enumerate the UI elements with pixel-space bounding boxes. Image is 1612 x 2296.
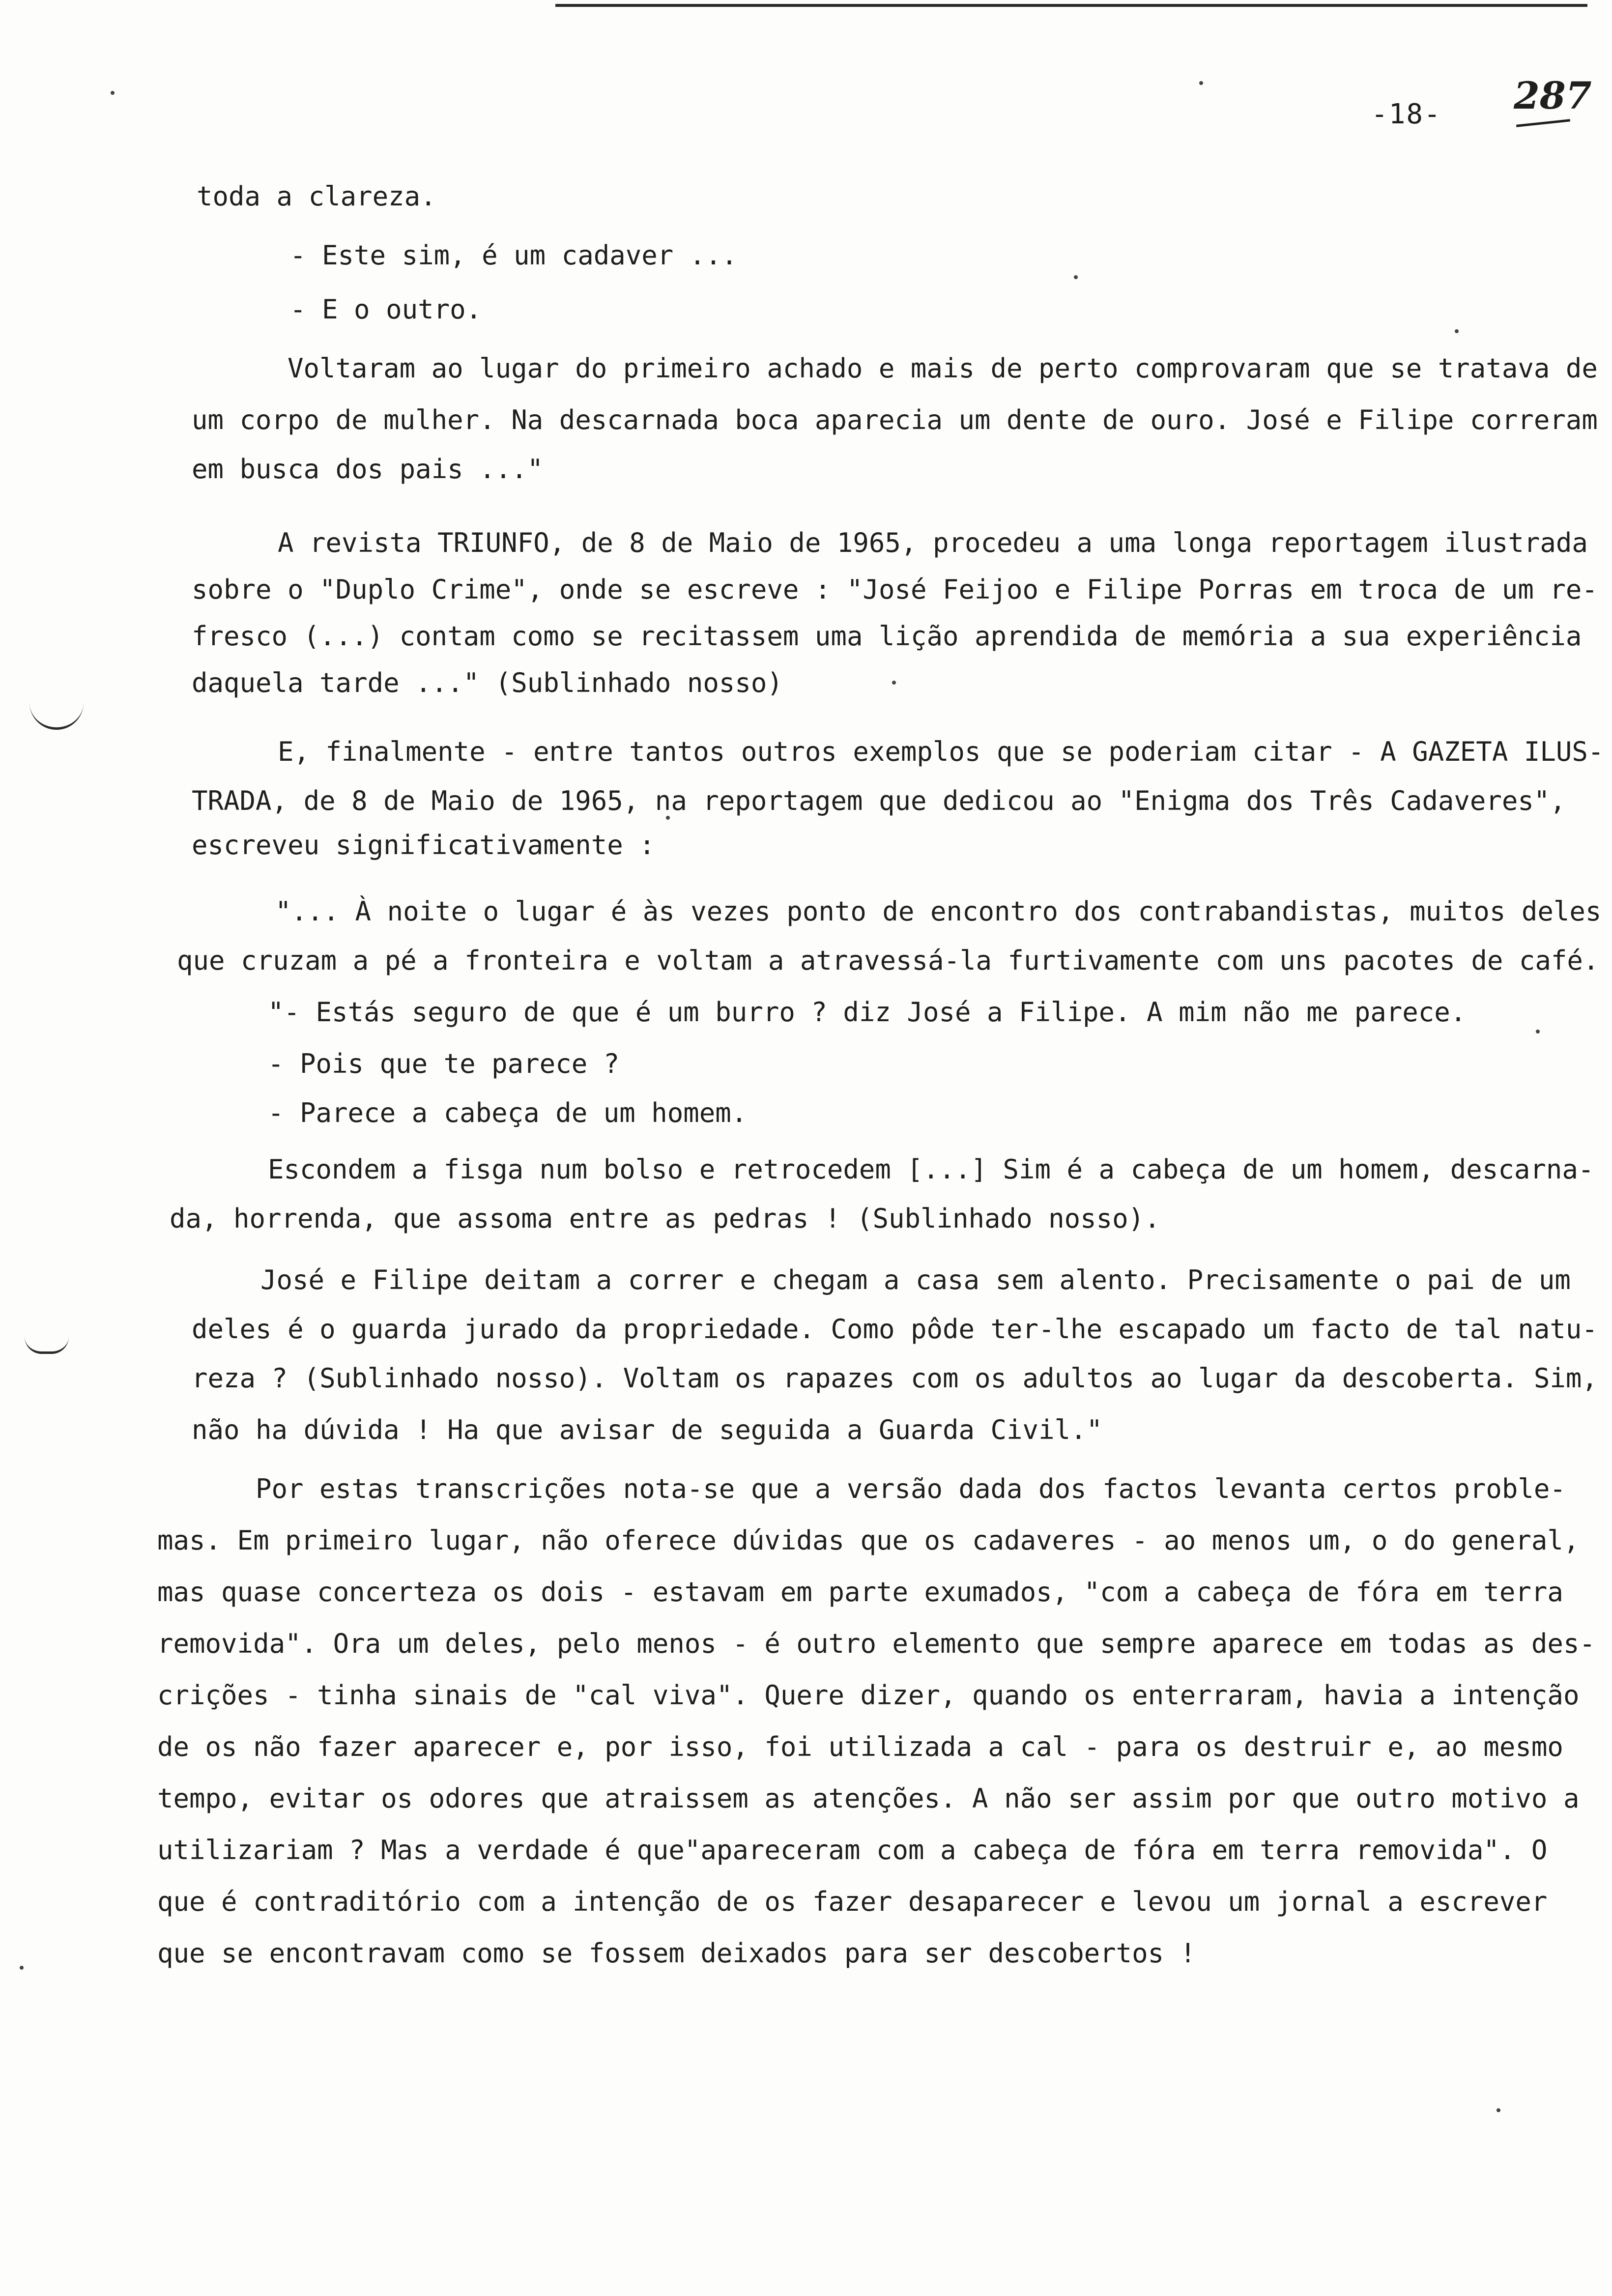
text-line: A revista TRIUNFO, de 8 de Maio de 1965, procedeu a uma longa reportagem ilustrada <box>278 527 1588 558</box>
speck <box>1074 275 1078 279</box>
text-line: da, horrenda, que assoma entre as pedras ! (Sublinhado nosso). <box>170 1203 1160 1234</box>
text-line: tempo, evitar os odores que atraissem as atenções. A não ser assim por que outro motivo a <box>157 1783 1580 1814</box>
text-line: toda a clareza. <box>197 181 436 212</box>
text-line: de os não fazer aparecer e, por isso, foi utilizada a cal - para os destruir e, ao mesmo <box>157 1731 1563 1762</box>
text-line: - Pois que te parece ? <box>268 1048 620 1079</box>
speck <box>1497 2108 1500 2112</box>
margin-mark-2 <box>25 1337 69 1354</box>
text-line: um corpo de mulher. Na descarnada boca aparecia um dente de ouro. José e Filipe correram <box>192 404 1598 435</box>
text-line: José e Filipe deitam a correr e chegam a casa sem alento. Precisamente o pai de um <box>260 1264 1571 1295</box>
margin-mark-1 <box>29 693 84 730</box>
text-line: TRADA, de 8 de Maio de 1965, na reportagem que dedicou ao "Enigma dos Três Cadaveres", <box>192 785 1566 816</box>
text-line: Voltaram ao lugar do primeiro achado e mais de perto comprovaram que se tratava de <box>288 353 1598 384</box>
text-line: - Este sim, é um cadaver ... <box>290 240 738 271</box>
text-line: que se encontravam como se fossem deixados para ser descobertos ! <box>157 1938 1196 1969</box>
text-line: em busca dos pais ..." <box>192 454 544 485</box>
text-line: deles é o guarda jurado da propriedade. Como pôde ter-lhe escapado um facto de tal natu- <box>192 1314 1598 1345</box>
folio-number: 287 <box>1514 74 1592 117</box>
text-line: removida". Ora um deles, pelo menos - é outro elemento que sempre aparece em todas as des- <box>157 1628 1595 1659</box>
top-rule <box>555 4 1587 7</box>
speck <box>1199 81 1203 85</box>
text-line: E, finalmente - entre tantos outros exemplos que se poderiam citar - A GAZETA ILUS- <box>278 736 1604 767</box>
text-line: que é contraditório com a intenção de os fazer desaparecer e levou um jornal a escrever <box>157 1886 1548 1917</box>
text-line: utilizariam ? Mas a verdade é que"apareceram com a cabeça de fóra em terra removida". O <box>157 1835 1548 1866</box>
text-line: Por estas transcrições nota-se que a versão dada dos factos levanta certos proble- <box>256 1473 1566 1504</box>
text-line: mas. Em primeiro lugar, não oferece dúvidas que os cadaveres - ao menos um, o do general, <box>157 1525 1580 1556</box>
text-line: daquela tarde ..." (Sublinhado nosso) <box>192 667 783 698</box>
text-line: reza ? (Sublinhado nosso). Voltam os rapazes com os adultos ao lugar da descoberta. Sim, <box>192 1363 1598 1394</box>
speck <box>20 1966 24 1970</box>
page-number: -18- <box>1371 98 1441 130</box>
text-line: - E o outro. <box>290 294 482 325</box>
text-line: fresco (...) contam como se recitassem uma lição aprendida de memória a sua experiência <box>192 621 1582 652</box>
folio-underline <box>1516 119 1570 127</box>
text-line: mas quase concerteza os dois - estavam em parte exumados, "com a cabeça de fóra em terra <box>157 1577 1563 1607</box>
text-line: escreveu significativamente : <box>192 830 655 861</box>
text-line: que cruzam a pé a fronteira e voltam a atravessá-la furtivamente com uns pacotes de café. <box>177 945 1599 976</box>
text-line: sobre o "Duplo Crime", onde se escreve : "José Feijoo e Filipe Porras em troca de um re- <box>192 574 1598 605</box>
text-line: não ha dúvida ! Ha que avisar de seguida a Guarda Civil." <box>192 1414 1103 1445</box>
text-line: Escondem a fisga num bolso e retrocedem [...] Sim é a cabeça de um homem, descarna- <box>268 1154 1594 1185</box>
text-line: "- Estás seguro de que é um burro ? diz José a Filipe. A mim não me parece. <box>268 997 1467 1028</box>
text-line: - Parece a cabeça de um homem. <box>268 1097 748 1128</box>
speck <box>1455 329 1459 333</box>
text-line: crições - tinha sinais de "cal viva". Quere dizer, quando os enterraram, havia a intenção <box>157 1680 1580 1711</box>
speck <box>111 91 115 95</box>
text-line: "... À noite o lugar é às vezes ponto de encontro dos contrabandistas, muitos deles <box>275 896 1602 927</box>
